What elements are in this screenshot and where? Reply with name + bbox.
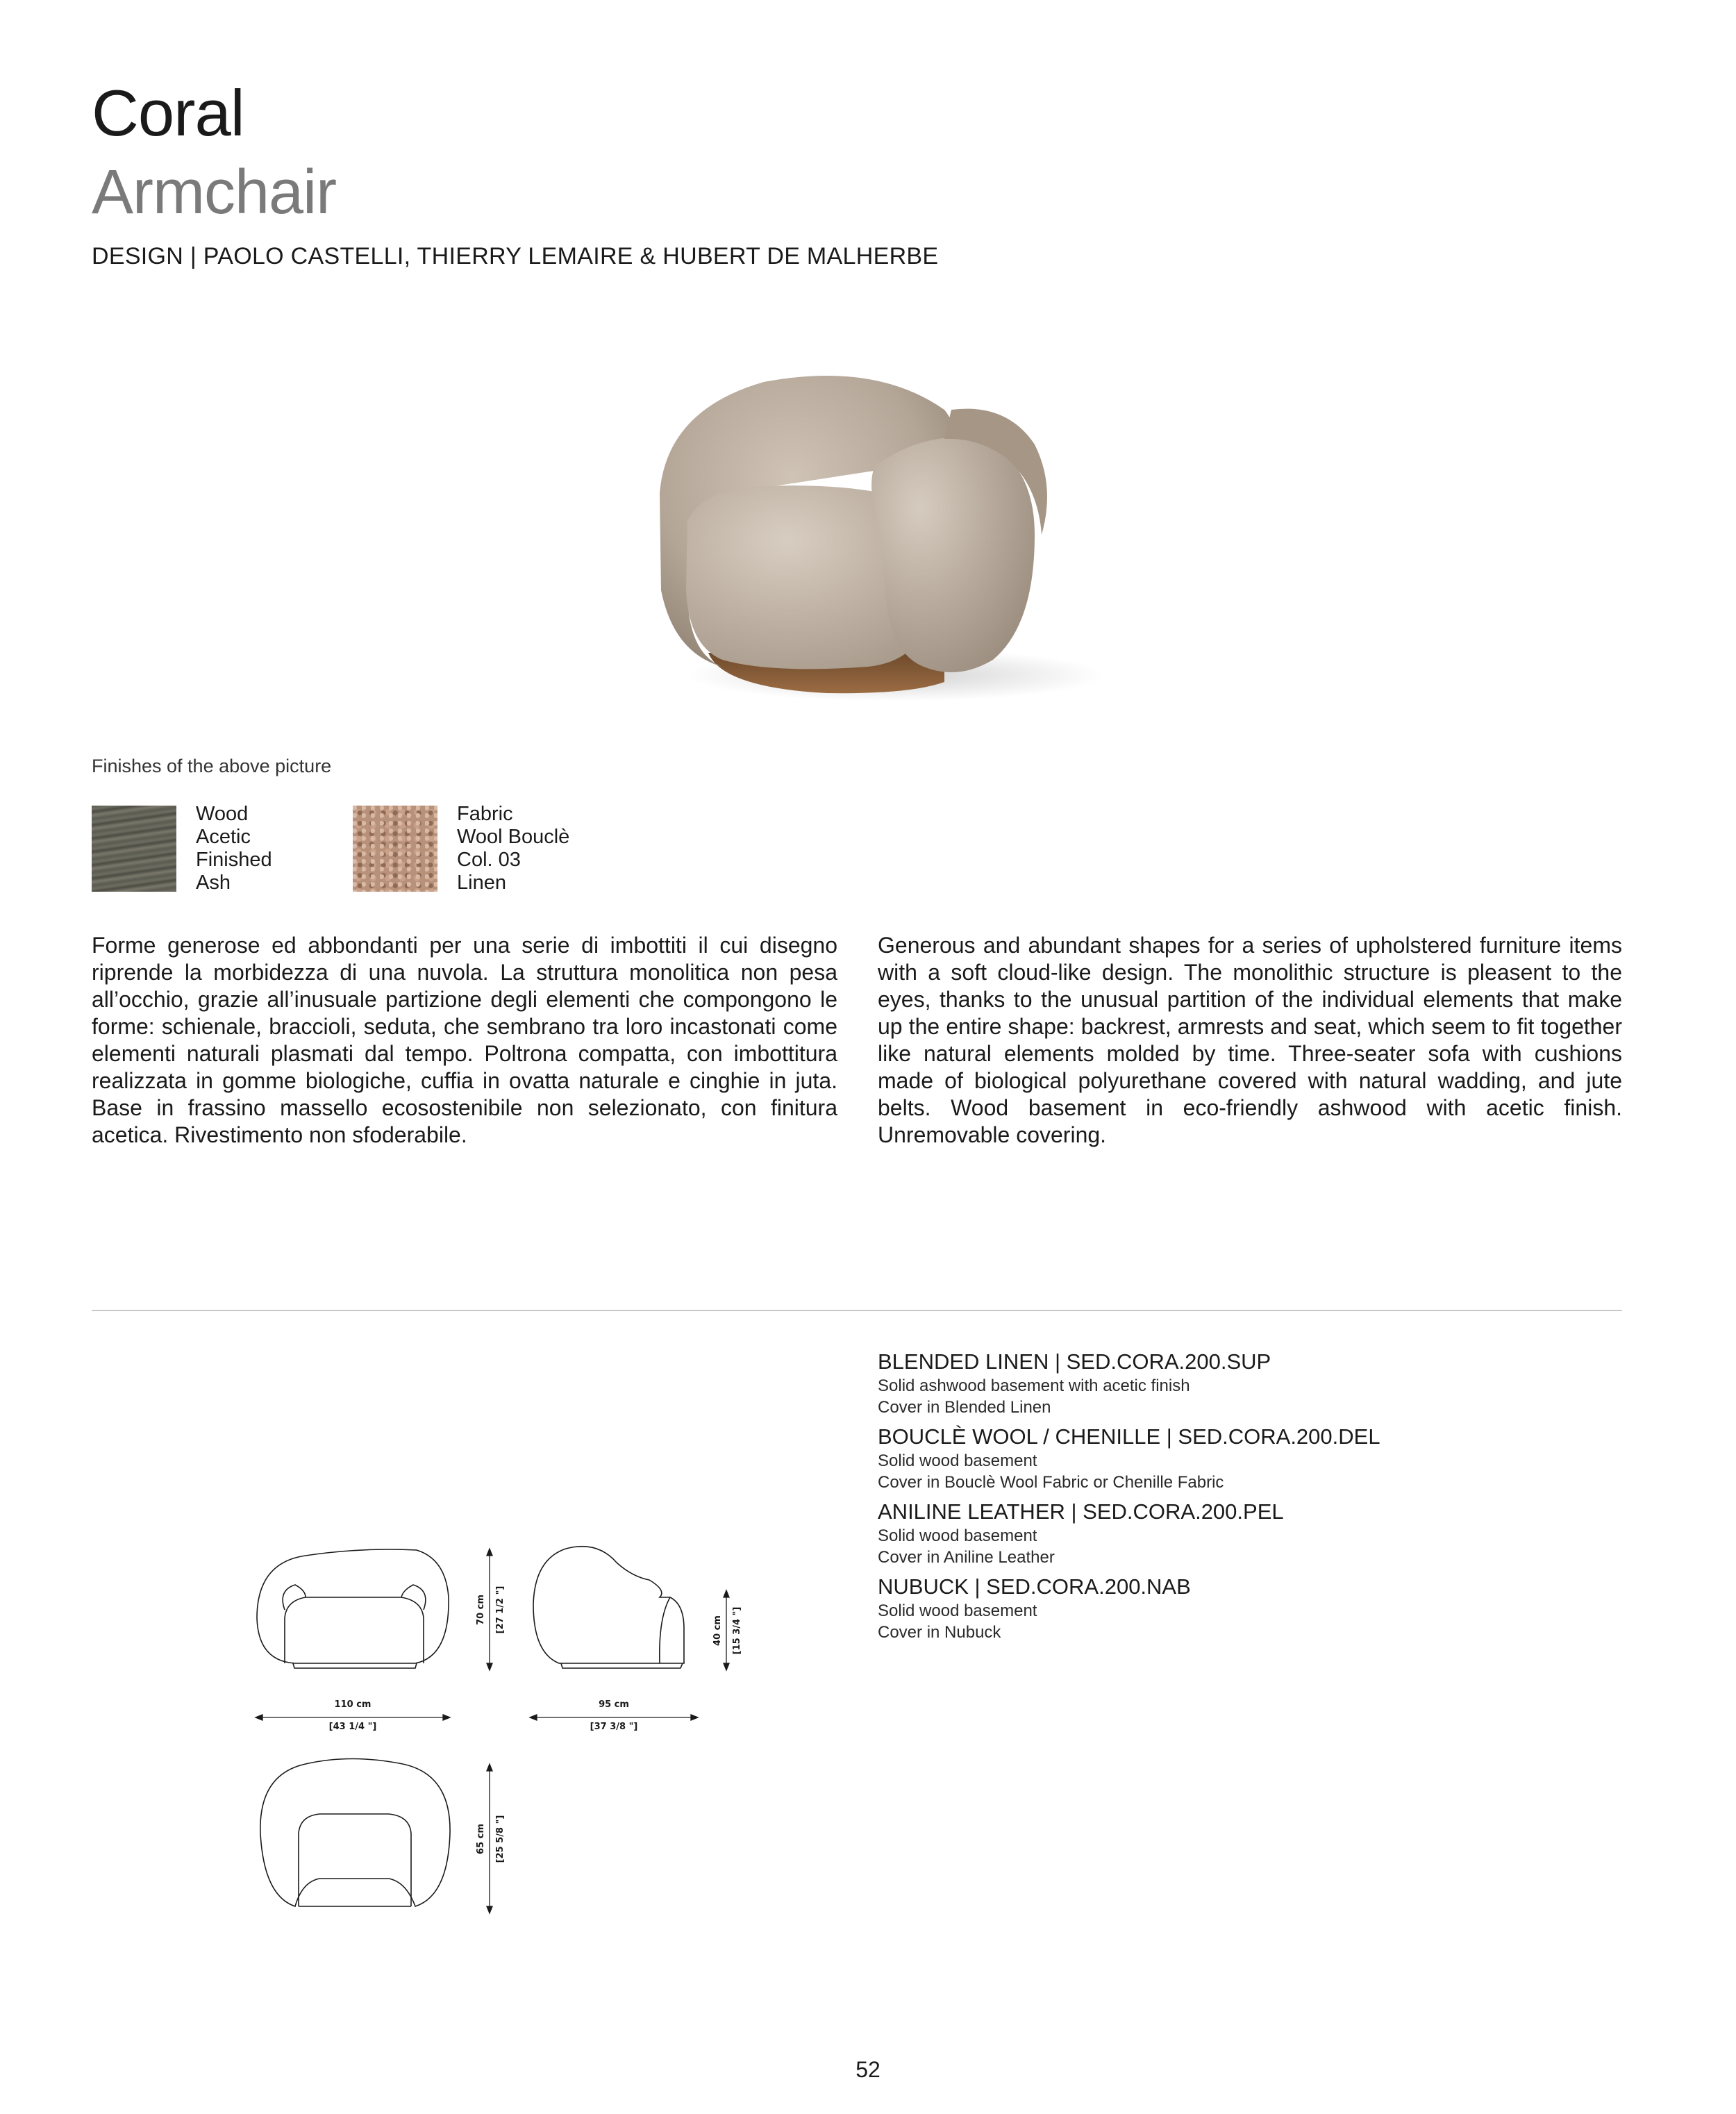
- finish-line: Linen: [457, 872, 506, 894]
- product-subtitle: Armchair: [92, 158, 337, 227]
- finishes-caption: Finishes of the above picture: [92, 756, 332, 776]
- finish-line: Ash: [196, 872, 231, 894]
- product-title: Coral: [92, 76, 244, 149]
- side-depth-in: [37 3/8 "]: [590, 1722, 638, 1732]
- variant-item: [878, 1574, 1642, 1643]
- finish-line: Col. 03: [457, 849, 521, 871]
- variant-detail: Solid ashwood basement with acetic finish: [878, 1376, 1190, 1395]
- finish-line: Wool Bouclè: [457, 826, 570, 848]
- variant-item: [878, 1424, 1642, 1493]
- front-view-drawing: [257, 1549, 449, 1668]
- variant-item: [878, 1349, 1642, 1418]
- variant-heading: ANILINE LEATHER | SED.CORA.200.PEL: [878, 1499, 1284, 1524]
- top-depth-cm: 65 cm: [476, 1824, 486, 1854]
- variant-detail: Solid wood basement: [878, 1526, 1037, 1545]
- height-cm: 70 cm: [476, 1595, 486, 1625]
- variant-item: [878, 1499, 1642, 1568]
- seat-height-cm: 40 cm: [712, 1615, 723, 1646]
- variant-detail: Cover in Aniline Leather: [878, 1548, 1055, 1567]
- variant-heading: NUBUCK | SED.CORA.200.NAB: [878, 1574, 1191, 1599]
- finish-line: Acetic: [196, 826, 251, 848]
- front-width-in: [43 1/4 "]: [328, 1722, 377, 1732]
- description-italian: Forme generose ed abbondanti per una serie di imbottiti il cui disegno riprende la morbidezza di una nuvola. La struttura monolitica non pesa all’occhio, grazie all’inusuale partizione degli elementi che compongono le forme: schienale, braccioli, seduta, che sembrano tra loro incastonati come elementi naturali plasmati dal tempo. Poltrona compatta, con imbottitura realizzata in gomme biologiche, cuffia in ovatta naturale e cinghie in juta. Base in frassino massello ecosostenibile non selezionato, con finitura acetica. Rivestimento non sfoderabile.: [92, 933, 837, 1147]
- side-view-drawing: [533, 1547, 684, 1668]
- page-number: 52: [856, 2057, 880, 2082]
- variant-detail: Cover in Bouclè Wool Fabric or Chenille Fabric: [878, 1473, 1224, 1492]
- top-depth-in: [25 5/8 "]: [495, 1815, 506, 1863]
- front-width-cm: 110 cm: [334, 1699, 372, 1710]
- top-view-drawing: [260, 1759, 450, 1907]
- finish-line: Wood: [196, 803, 249, 825]
- variant-heading: BOUCLÈ WOOL / CHENILLE | SED.CORA.200.DEL: [878, 1424, 1380, 1449]
- finish-line: Fabric: [457, 803, 513, 825]
- description-english: Generous and abundant shapes for a series of upholstered furniture items with a soft cloud-like design. The monolithic structure is pleasent to the eyes, thanks to the unusual partition of the individual elements that make up the entire shape: backrest, armrests and seat, which seem to fit together like natural elements molded by time. Three-seater sofa with cushions made of biological polyurethane covered with natural wadding, and jute belts. Wood basement in eco-friendly ashwood with acetic finish. Unremovable covering.: [878, 933, 1622, 1147]
- side-depth-cm: 95 cm: [599, 1699, 629, 1710]
- height-in: [27 1/2 "]: [495, 1586, 506, 1634]
- seat-height-in: [15 3/4 "]: [732, 1606, 742, 1655]
- variant-list: [878, 1349, 1642, 1649]
- variant-detail: Solid wood basement: [878, 1451, 1037, 1470]
- dimension-lines: [256, 1549, 729, 1913]
- designer-credit: DESIGN | PAOLO CASTELLI, THIERRY LEMAIRE & HUBERT DE MALHERBE: [92, 243, 939, 269]
- variant-detail: Cover in Nubuck: [878, 1623, 1001, 1642]
- finish-line: Finished: [196, 849, 272, 871]
- variant-detail: Cover in Blended Linen: [878, 1398, 1051, 1417]
- variant-heading: BLENDED LINEN | SED.CORA.200.SUP: [878, 1349, 1271, 1374]
- variant-detail: Solid wood basement: [878, 1601, 1037, 1620]
